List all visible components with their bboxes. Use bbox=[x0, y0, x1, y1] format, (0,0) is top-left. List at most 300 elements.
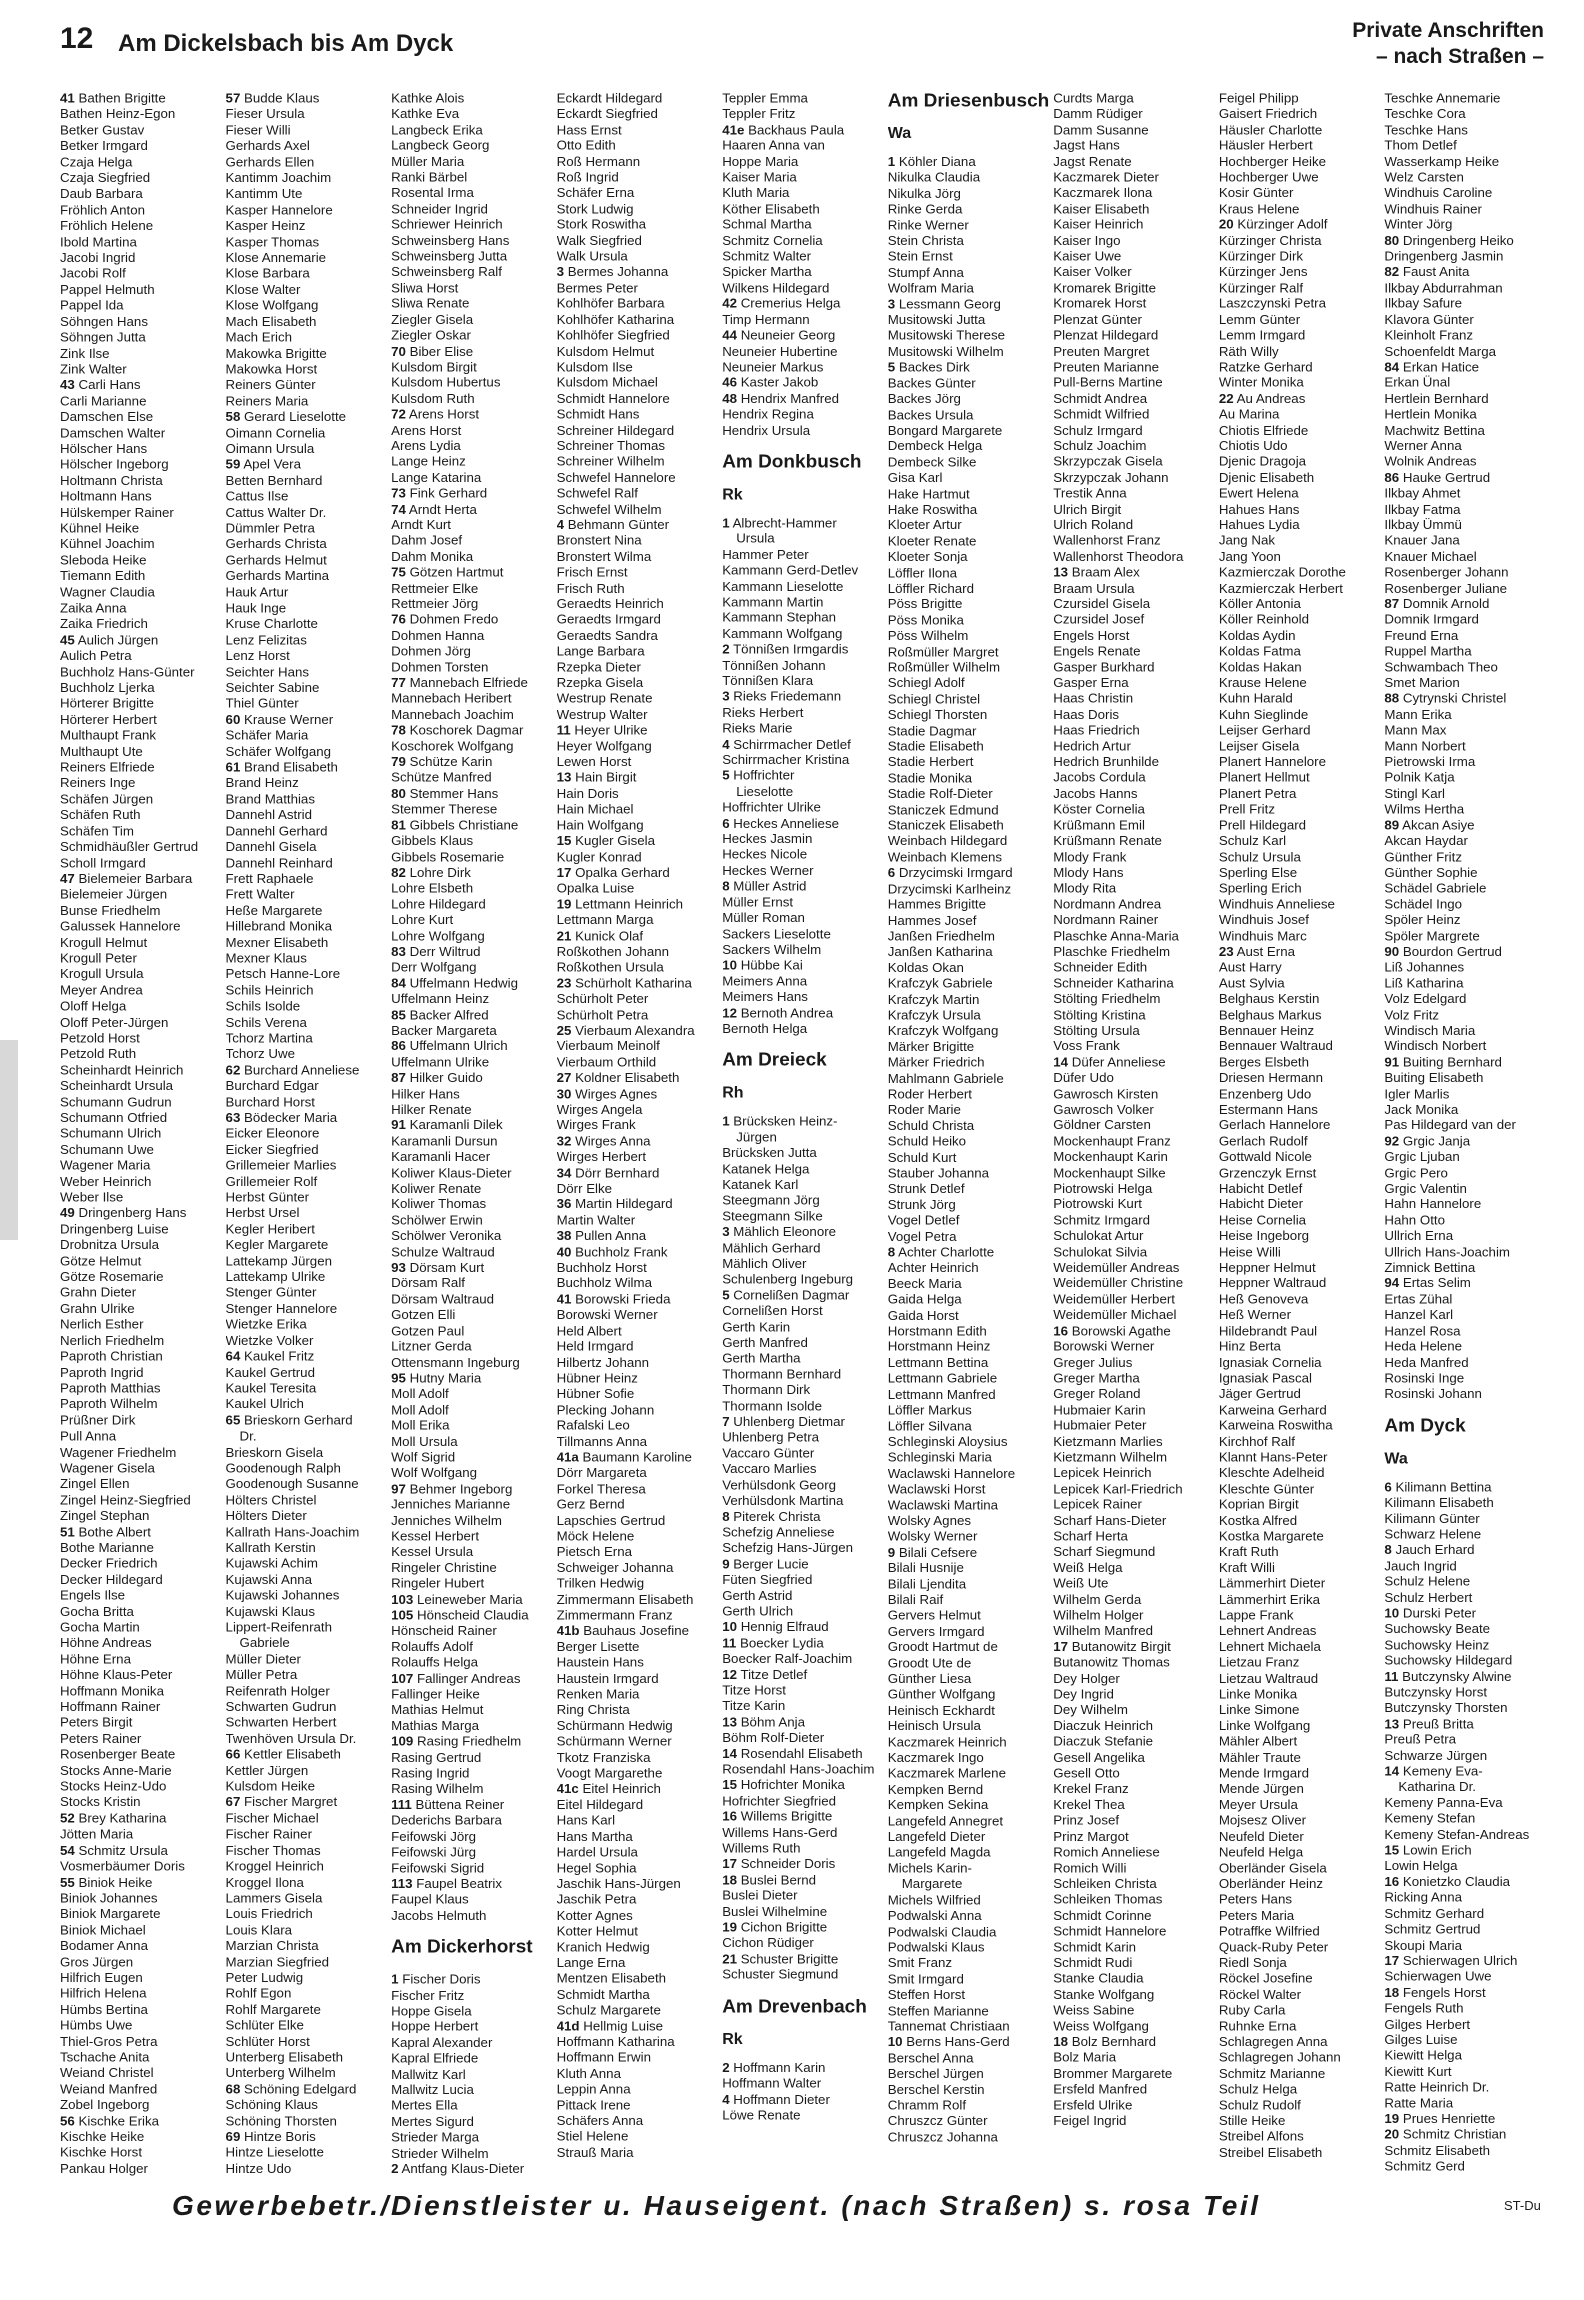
resident-name: Lämmerhirt Erika bbox=[1218, 1592, 1321, 1607]
resident-entry bbox=[60, 1365, 222, 1381]
resident-name: Bödecker Maria bbox=[244, 1110, 338, 1125]
resident-name: Stölting Friedhelm bbox=[1053, 991, 1161, 1007]
resident-entry bbox=[226, 91, 388, 107]
resident-name: Galussek Hannelore bbox=[60, 919, 181, 934]
house-number: 87 bbox=[391, 1070, 406, 1086]
resident-name: Titze Karin bbox=[722, 1698, 786, 1714]
resident-name: Rolauffs Helga bbox=[391, 1655, 479, 1670]
resident-entry bbox=[557, 944, 719, 960]
resident-entry bbox=[1053, 533, 1215, 549]
resident-name: Kilimann Elisabeth bbox=[1384, 1495, 1494, 1510]
resident-entry bbox=[557, 913, 719, 929]
resident-entry bbox=[1384, 691, 1546, 707]
resident-entry bbox=[1053, 1608, 1215, 1624]
resident-name: Waclawski Hannelore bbox=[887, 1466, 1016, 1481]
resident-name: Podwalski Claudia bbox=[887, 1924, 997, 1939]
resident-name: Kotter Helmut bbox=[556, 1923, 638, 1939]
resident-entry bbox=[226, 1572, 388, 1588]
resident-entry bbox=[391, 2019, 553, 2035]
resident-entry bbox=[1384, 154, 1546, 170]
resident-entry bbox=[226, 712, 388, 728]
resident-entry bbox=[391, 202, 553, 218]
resident-entry bbox=[1053, 676, 1215, 692]
resident-entry bbox=[1053, 186, 1215, 202]
resident-entry bbox=[557, 2129, 719, 2145]
resident-name: Lehnert Michaela bbox=[1218, 1639, 1321, 1654]
resident-entry bbox=[1053, 1102, 1215, 1118]
resident-name: Märker Brigitte bbox=[887, 1039, 975, 1054]
resident-name: Stadie Elisabeth bbox=[887, 739, 984, 754]
resident-entry bbox=[722, 1256, 884, 1272]
resident-name: Jacobi Ingrid bbox=[60, 250, 136, 265]
resident-name: Rasing Wilhelm bbox=[391, 1781, 484, 1797]
resident-entry bbox=[60, 632, 222, 648]
resident-entry bbox=[60, 1572, 222, 1588]
resident-name: Kulsdom Birgit bbox=[391, 359, 477, 375]
resident-entry bbox=[888, 660, 1050, 676]
address-columns bbox=[60, 91, 1550, 2177]
resident-name: Schiegl Thorsten bbox=[887, 707, 988, 723]
resident-entry bbox=[1384, 1985, 1546, 2001]
resident-entry bbox=[1384, 186, 1546, 202]
resident-entry bbox=[60, 266, 222, 282]
resident-entry bbox=[391, 960, 553, 976]
resident-name: Mentzen Elisabeth bbox=[556, 1971, 667, 1986]
resident-entry bbox=[391, 1972, 553, 1988]
resident-entry bbox=[391, 849, 553, 865]
resident-entry bbox=[722, 1320, 884, 1336]
resident-entry bbox=[557, 249, 719, 265]
resident-entry bbox=[1219, 281, 1381, 297]
house-number: 8 bbox=[1384, 1542, 1392, 1558]
resident-name: Dohmen Torsten bbox=[391, 659, 489, 675]
resident-name: Grgic Pero bbox=[1384, 1165, 1448, 1180]
resident-name: Stiel Helene bbox=[556, 2129, 629, 2144]
resident-entry bbox=[1384, 1906, 1546, 1922]
resident-name: Winter Monika bbox=[1218, 375, 1304, 390]
resident-name: Scholl Irmgard bbox=[60, 855, 146, 870]
resident-name: Wagner Claudia bbox=[60, 584, 155, 600]
resident-entry bbox=[391, 1718, 553, 1734]
resident-name: Hintze Boris bbox=[244, 2129, 316, 2145]
resident-entry bbox=[60, 1954, 222, 1970]
resident-name: Bolz Maria bbox=[1053, 2050, 1117, 2065]
resident-entry bbox=[391, 360, 553, 376]
resident-entry bbox=[557, 1260, 719, 1276]
resident-entry bbox=[60, 664, 222, 680]
resident-entry bbox=[391, 2083, 553, 2099]
resident-name: Hilker Hans bbox=[391, 1086, 460, 1101]
resident-entry bbox=[722, 1162, 884, 1178]
house-number: 23 bbox=[556, 975, 572, 991]
house-number: 25 bbox=[556, 1023, 572, 1038]
resident-entry bbox=[60, 1715, 222, 1731]
resident-name: Backer Alfred bbox=[409, 1007, 489, 1022]
resident-name: Petzold Ruth bbox=[60, 1046, 137, 1062]
resident-entry bbox=[1053, 1576, 1215, 1592]
resident-entry bbox=[60, 91, 222, 107]
resident-entry bbox=[557, 1118, 719, 1134]
resident-name: Kaczmarek Marlene bbox=[887, 1766, 1006, 1781]
resident-name: Heise Ingeborg bbox=[1218, 1228, 1310, 1244]
resident-name: Lange Katarina bbox=[391, 470, 482, 485]
street-heading: Am Dyck bbox=[1384, 1415, 1466, 1437]
resident-name: Stork Roswitha bbox=[556, 217, 647, 232]
resident-name: Nordmann Rainer bbox=[1053, 912, 1159, 928]
resident-entry bbox=[1384, 454, 1546, 470]
resident-name: Faust Anita bbox=[1402, 264, 1470, 280]
resident-entry bbox=[722, 1335, 884, 1351]
resident-entry bbox=[391, 1466, 553, 1482]
resident-name: Böhm Anja bbox=[740, 1714, 805, 1730]
page-footer bbox=[0, 2190, 1584, 2240]
resident-entry bbox=[60, 1015, 222, 1031]
resident-name: Moll Adolf bbox=[391, 1402, 449, 1417]
resident-entry bbox=[391, 1229, 553, 1245]
resident-entry bbox=[1384, 281, 1546, 297]
resident-name: Jagst Hans bbox=[1053, 138, 1120, 153]
resident-entry bbox=[557, 976, 719, 992]
resident-name: Holtmann Christa bbox=[60, 473, 163, 488]
resident-entry bbox=[226, 1397, 388, 1413]
resident-entry bbox=[1053, 1292, 1215, 1308]
resident-entry bbox=[722, 217, 884, 233]
resident-name: Biniok Michael bbox=[60, 1922, 146, 1937]
resident-entry bbox=[391, 1039, 553, 1055]
resident-name: Kromarek Brigitte bbox=[1053, 280, 1156, 296]
resident-name: Schefzig Hans-Jürgen bbox=[722, 1540, 854, 1556]
house-number: 77 bbox=[391, 675, 406, 691]
resident-entry bbox=[60, 1445, 222, 1461]
resident-entry bbox=[226, 808, 388, 824]
resident-name: Skrzypczak Gisela bbox=[1053, 454, 1163, 469]
resident-entry bbox=[1384, 897, 1546, 913]
resident-entry bbox=[226, 107, 388, 123]
resident-name: Strunk Detlef bbox=[887, 1181, 965, 1197]
resident-name: Schefzig Anneliese bbox=[722, 1524, 835, 1540]
resident-entry bbox=[1219, 1229, 1381, 1245]
resident-name: Kammann Lieselotte bbox=[722, 578, 844, 594]
resident-entry bbox=[1384, 1717, 1546, 1733]
resident-name: Moll Erika bbox=[391, 1418, 450, 1433]
resident-name: Gawrosch Volker bbox=[1053, 1102, 1154, 1117]
resident-entry bbox=[1053, 2114, 1215, 2130]
resident-entry bbox=[60, 2002, 222, 2018]
resident-name: Janßen Friedhelm bbox=[887, 928, 995, 944]
house-number: 5 bbox=[722, 1287, 730, 1303]
resident-entry bbox=[888, 1308, 1050, 1324]
resident-name: Strieder Wilhelm bbox=[391, 2145, 489, 2161]
resident-entry bbox=[888, 281, 1050, 297]
resident-name: Otto Edith bbox=[556, 138, 616, 153]
resident-entry bbox=[60, 155, 222, 171]
resident-entry bbox=[557, 1624, 719, 1640]
house-number: 12 bbox=[722, 1005, 737, 1020]
resident-entry bbox=[1384, 1622, 1546, 1638]
resident-entry bbox=[391, 1244, 553, 1260]
resident-name: Karamanli Dursun bbox=[391, 1133, 498, 1149]
resident-entry bbox=[1053, 1718, 1215, 1734]
resident-entry bbox=[1053, 1039, 1215, 1055]
resident-name: Curdts Marga bbox=[1053, 91, 1134, 106]
resident-entry bbox=[1053, 1782, 1215, 1798]
resident-entry bbox=[226, 218, 388, 234]
resident-name: Schweiger Johanna bbox=[556, 1560, 674, 1575]
resident-entry bbox=[1053, 1308, 1215, 1324]
resident-entry bbox=[722, 375, 884, 391]
house-number: 93 bbox=[391, 1260, 406, 1275]
resident-entry bbox=[226, 1970, 388, 1986]
resident-entry bbox=[1384, 91, 1546, 107]
resident-name: Musitowski Therese bbox=[887, 328, 1005, 343]
resident-name: Gocha Martin bbox=[60, 1619, 140, 1635]
resident-entry bbox=[1053, 233, 1215, 249]
resident-entry bbox=[557, 1971, 719, 1987]
resident-name: Hübner Sofie bbox=[556, 1386, 635, 1402]
resident-entry bbox=[557, 1687, 719, 1703]
resident-name: Fischer Michael bbox=[225, 1810, 319, 1826]
resident-name: Backes Jörg bbox=[887, 391, 961, 407]
resident-name: Haas Christin bbox=[1053, 691, 1134, 706]
resident-name: Lepicek Heinrich bbox=[1053, 1465, 1152, 1481]
resident-name: Hönscheid Rainer bbox=[391, 1623, 497, 1639]
resident-entry bbox=[60, 935, 222, 951]
resident-entry bbox=[888, 1213, 1050, 1229]
resident-name: Berschel Kerstin bbox=[887, 2082, 985, 2097]
resident-entry bbox=[391, 249, 553, 265]
resident-entry bbox=[226, 696, 388, 712]
resident-entry bbox=[722, 1005, 884, 1021]
resident-entry bbox=[722, 1620, 884, 1636]
resident-entry bbox=[1219, 1766, 1381, 1782]
resident-name: Hilker Renate bbox=[391, 1102, 472, 1117]
resident-name: Carli Marianne bbox=[60, 393, 147, 409]
resident-entry bbox=[888, 1008, 1050, 1024]
resident-entry bbox=[557, 123, 719, 139]
resident-name: Akcan Haydar bbox=[1384, 833, 1468, 849]
resident-entry bbox=[226, 1222, 388, 1238]
resident-name: Feifowski Jürg bbox=[391, 1844, 477, 1860]
resident-name: Löffler Markus bbox=[887, 1402, 972, 1418]
resident-entry bbox=[1219, 1450, 1381, 1466]
resident-name: Lohre Dirk bbox=[409, 865, 471, 880]
resident-entry bbox=[888, 423, 1050, 439]
resident-name: Hilfrich Eugen bbox=[60, 1970, 143, 1985]
resident-entry bbox=[888, 1719, 1050, 1735]
resident-entry bbox=[391, 1813, 553, 1829]
resident-name: Weiß Ute bbox=[1053, 1576, 1109, 1591]
resident-name: Rosendahl Hans-Joachim bbox=[722, 1761, 875, 1777]
resident-entry bbox=[557, 2066, 719, 2082]
resident-name: Thiel Günter bbox=[225, 696, 299, 711]
resident-name: Kaczmarek Ilona bbox=[1053, 185, 1153, 201]
resident-entry bbox=[888, 976, 1050, 992]
page-range-title: Am Dickelsbach bis Am Dyck bbox=[118, 30, 454, 57]
resident-name: Wagener Friedhelm bbox=[60, 1444, 177, 1460]
resident-entry bbox=[1384, 502, 1546, 518]
resident-name: Brücksken Heinz- bbox=[733, 1114, 838, 1129]
resident-entry bbox=[1219, 1292, 1381, 1308]
resident-entry bbox=[391, 502, 553, 518]
resident-entry bbox=[557, 1229, 719, 1245]
resident-name: Piotrowski Helga bbox=[1053, 1181, 1153, 1196]
house-number: 84 bbox=[1384, 359, 1400, 375]
resident-name: Boecker Lydia bbox=[739, 1635, 824, 1651]
resident-entry bbox=[722, 107, 884, 123]
resident-entry bbox=[557, 2035, 719, 2051]
resident-entry bbox=[1384, 328, 1546, 344]
resident-name: Hedrich Brunhilde bbox=[1053, 754, 1159, 770]
house-number: 14 bbox=[722, 1746, 737, 1761]
resident-name: Smit Irmgard bbox=[887, 1971, 964, 1987]
resident-name: Schwarten Gudrun bbox=[225, 1699, 337, 1715]
resident-name: Räth Willy bbox=[1218, 343, 1279, 359]
resident-entry bbox=[888, 502, 1050, 518]
resident-name: Schneider Doris bbox=[740, 1856, 836, 1872]
resident-entry bbox=[888, 234, 1050, 250]
resident-name: Dey Holger bbox=[1053, 1671, 1120, 1686]
resident-name: Tönnißen Johann bbox=[722, 657, 826, 673]
resident-name: Achter Heinrich bbox=[887, 1260, 979, 1276]
resident-name: Voss Frank bbox=[1053, 1039, 1120, 1054]
resident-name: Buslei Dieter bbox=[722, 1888, 798, 1903]
resident-name: Kunick Olaf bbox=[575, 928, 644, 943]
resident-name: Preuten Marianne bbox=[1053, 359, 1159, 375]
resident-entry bbox=[391, 123, 553, 139]
resident-entry bbox=[1219, 1876, 1381, 1892]
resident-name: Buiting Bernhard bbox=[1402, 1054, 1502, 1070]
resident-name: Ilkbay Ümmü bbox=[1384, 517, 1462, 533]
resident-entry bbox=[888, 960, 1050, 976]
resident-name: Häusler Charlotte bbox=[1218, 122, 1323, 138]
resident-entry bbox=[226, 1031, 388, 1047]
resident-name: Häusler Herbert bbox=[1218, 138, 1313, 153]
resident-name: Kischke Horst bbox=[60, 2145, 143, 2160]
resident-entry bbox=[888, 1877, 1050, 1893]
resident-name: Cremerius Helga bbox=[740, 296, 841, 311]
resident-name: Aulich Jürgen bbox=[77, 632, 159, 648]
resident-entry bbox=[226, 2018, 388, 2034]
resident-entry bbox=[722, 942, 884, 958]
resident-name: Schölwer Erwin bbox=[391, 1212, 483, 1228]
resident-name: Schulz Herbert bbox=[1384, 1590, 1473, 1605]
resident-entry bbox=[1219, 202, 1381, 218]
resident-entry bbox=[722, 1493, 884, 1509]
resident-entry bbox=[391, 1450, 553, 1466]
house-number: 79 bbox=[391, 754, 406, 770]
resident-entry bbox=[1053, 1276, 1215, 1292]
resident-name: Kaczmarek Dieter bbox=[1053, 170, 1159, 185]
resident-name: Rinke Werner bbox=[887, 217, 969, 233]
resident-entry bbox=[557, 1497, 719, 1513]
resident-entry bbox=[722, 800, 884, 816]
resident-entry bbox=[391, 1829, 553, 1845]
resident-entry bbox=[1384, 786, 1546, 802]
resident-name: Schuld Heiko bbox=[887, 1134, 967, 1149]
resident-name: Böhm Rolf-Dieter bbox=[722, 1730, 825, 1745]
resident-entry bbox=[60, 234, 222, 250]
resident-name: Voogt Margarethe bbox=[556, 1765, 663, 1781]
resident-name: Chramm Rolf bbox=[887, 2098, 967, 2113]
resident-entry bbox=[226, 1986, 388, 2002]
resident-name: Wilhelm Gerda bbox=[1053, 1592, 1142, 1607]
resident-entry bbox=[557, 1560, 719, 1576]
house-number: 14 bbox=[1384, 1763, 1400, 1779]
resident-entry bbox=[722, 911, 884, 927]
resident-name: Margarete bbox=[901, 1876, 963, 1892]
resident-name: Michels Karin- bbox=[887, 1861, 972, 1876]
resident-name: Bronstert Nina bbox=[556, 533, 642, 548]
resident-entry bbox=[60, 521, 222, 537]
resident-name: Katharina Dr. bbox=[1398, 1779, 1476, 1795]
resident-entry bbox=[1219, 312, 1381, 328]
resident-entry bbox=[1384, 470, 1546, 486]
resident-name: Cichon Brigitte bbox=[740, 1919, 828, 1935]
resident-name: Musitowski Wilhelm bbox=[887, 344, 1004, 359]
resident-name: Hofrichter Siegfried bbox=[722, 1793, 836, 1809]
resident-entry bbox=[722, 391, 884, 407]
resident-name: Götze Rosemarie bbox=[60, 1269, 164, 1285]
resident-name: Bernoth Helga bbox=[722, 1021, 808, 1036]
resident-entry bbox=[1219, 154, 1381, 170]
resident-entry bbox=[1219, 2114, 1381, 2130]
resident-name: Decker Friedrich bbox=[60, 1556, 158, 1571]
resident-name: Wallenhorst Franz bbox=[1053, 533, 1161, 548]
address-column bbox=[888, 91, 1054, 2177]
resident-name: Chiotis Elfriede bbox=[1218, 422, 1309, 438]
resident-name: Tiemann Edith bbox=[60, 568, 146, 584]
resident-entry bbox=[60, 2145, 222, 2161]
resident-name: Westrup Walter bbox=[556, 707, 648, 722]
resident-name: Djenic Dragoja bbox=[1218, 454, 1307, 469]
resident-name: Berger Lucie bbox=[733, 1556, 809, 1572]
house-number: 41 bbox=[60, 91, 75, 106]
resident-entry bbox=[226, 1731, 388, 1747]
resident-entry bbox=[391, 1861, 553, 1877]
resident-entry bbox=[60, 1190, 222, 1206]
resident-name: Schürholt Peter bbox=[556, 991, 649, 1007]
resident-name: Kleschte Adelheid bbox=[1218, 1465, 1325, 1481]
house-number: 82 bbox=[391, 865, 406, 880]
resident-name: Dannehl Gerhard bbox=[225, 823, 328, 839]
house-number: 88 bbox=[1384, 691, 1400, 706]
resident-name: Karamanli Hacer bbox=[391, 1149, 491, 1165]
resident-name: Fröhlich Helene bbox=[60, 218, 154, 233]
house-number: 13 bbox=[556, 770, 572, 785]
resident-name: Burchard Anneliese bbox=[244, 1062, 360, 1078]
resident-entry bbox=[1384, 1292, 1546, 1308]
resident-name: Faupel Klaus bbox=[391, 1892, 469, 1907]
resident-name: Freund Erna bbox=[1384, 628, 1459, 643]
resident-name: Multhaupt Ute bbox=[60, 743, 143, 759]
resident-name: Makowka Horst bbox=[225, 361, 318, 377]
house-number: 64 bbox=[225, 1349, 241, 1364]
resident-name: Ranki Bärbel bbox=[391, 170, 468, 185]
resident-entry bbox=[722, 186, 884, 202]
resident-entry bbox=[888, 2019, 1050, 2035]
resident-entry bbox=[888, 1561, 1050, 1577]
resident-entry bbox=[557, 1639, 719, 1655]
resident-name: Kaukel Gertrud bbox=[225, 1365, 315, 1380]
resident-name: Rinke Gerda bbox=[887, 201, 963, 217]
resident-entry bbox=[1384, 170, 1546, 186]
resident-entry bbox=[722, 265, 884, 281]
resident-entry bbox=[722, 1952, 884, 1968]
resident-name: Horstmann Edith bbox=[887, 1323, 987, 1339]
house-number: 84 bbox=[391, 975, 406, 991]
resident-entry bbox=[722, 879, 884, 895]
resident-name: Baumann Karoline bbox=[582, 1449, 692, 1465]
